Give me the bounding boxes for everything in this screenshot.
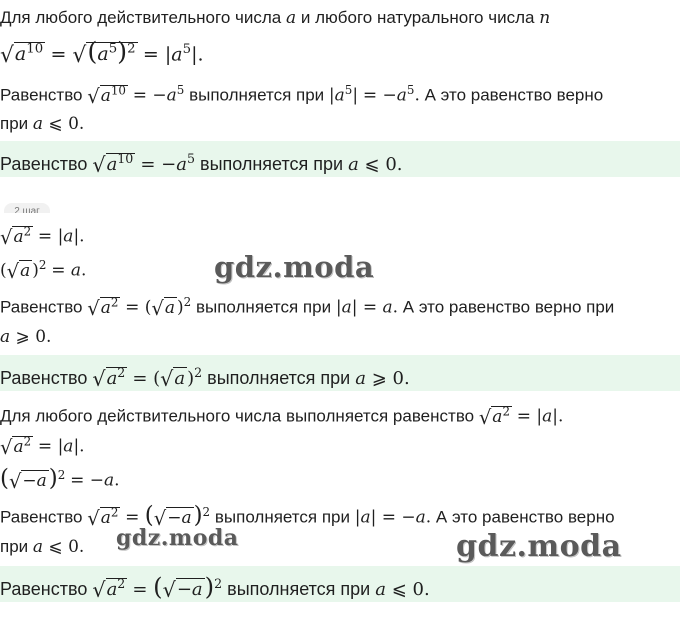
formula-line-13: $(√-a)^2 = -a$. <box>0 465 120 493</box>
text: Равенство <box>0 507 83 527</box>
text: А это равенство верно при <box>402 297 615 317</box>
formula-line-2: $√a^{10} = √(a^5)^2 = |a^5|$. <box>0 37 204 69</box>
watermark-logo: gdz.moda <box>116 525 239 551</box>
text: выполняется при <box>200 153 344 174</box>
text: А это равенство верно <box>424 85 604 105</box>
text: Равенство <box>0 367 88 388</box>
formula-line-7: (√a )$^2$ = a. <box>0 258 87 283</box>
watermark-logo: gdz.moda <box>214 250 375 284</box>
text: и любого натурального числа <box>300 8 535 27</box>
text: выполняется при <box>227 578 371 599</box>
var-a: a <box>285 8 297 28</box>
step-tab[interactable]: 2 шаг <box>4 203 50 213</box>
text-line-3: Равенство $√a^{10} = -a^5$ выполняется при $|a^5| = -a^5$. А это равенство верно <box>0 83 604 108</box>
text: Для любого действительного числа выполняется равенство <box>0 406 475 426</box>
text: Равенство <box>0 297 83 317</box>
text-line-14: Равенство $√a^2 = (√-a)^2$ выполняется при |a| = −a. А это равенство верно <box>0 502 615 530</box>
text: Равенство <box>0 153 88 174</box>
result-highlight-2: Равенство $√a^2 = (√a$ )$^2$ выполняется при a ⩾ 0. <box>0 355 680 391</box>
text-line-11: Для любого действительного числа выполняется равенство $√a^2 = |a|$. <box>0 404 564 429</box>
result-highlight-1: Равенство $√a^{10} = -a^5$ выполняется при a ⩽ 0. <box>0 141 680 177</box>
text: при <box>0 114 29 133</box>
watermark-logo: gdz.moda <box>456 529 622 564</box>
text: выполняется при <box>207 367 351 388</box>
text: выполняется при <box>195 297 332 317</box>
formula-line-12: $√a^2 = |a|$. <box>0 434 85 459</box>
text: выполняется при <box>214 507 350 527</box>
formula-line-6: $√a^2 = |a|$. <box>0 224 85 249</box>
text-line-4: при a ⩽ 0. <box>0 114 85 134</box>
text: выполняется при <box>189 85 325 105</box>
result-highlight-3: Равенство $√a^2 = (√-a)^2$ выполняется при a ⩽ 0. <box>0 566 680 602</box>
text: Для любого действительного числа <box>0 8 282 27</box>
intro-line-1 <box>0 6 680 30</box>
text-line-8: Равенство $√a^2 = (√a$ )$^2$ выполняется при |a| = a. А это равенство верно при <box>0 295 615 320</box>
var-n: n <box>539 8 551 28</box>
text: при <box>0 537 29 556</box>
text-line-15: при a ⩽ 0. <box>0 537 85 557</box>
text-line-9: a ⩾ 0. <box>0 327 52 347</box>
text: Равенство <box>0 578 88 599</box>
text: Равенство <box>0 85 83 105</box>
text: А это равенство верно <box>435 507 615 527</box>
